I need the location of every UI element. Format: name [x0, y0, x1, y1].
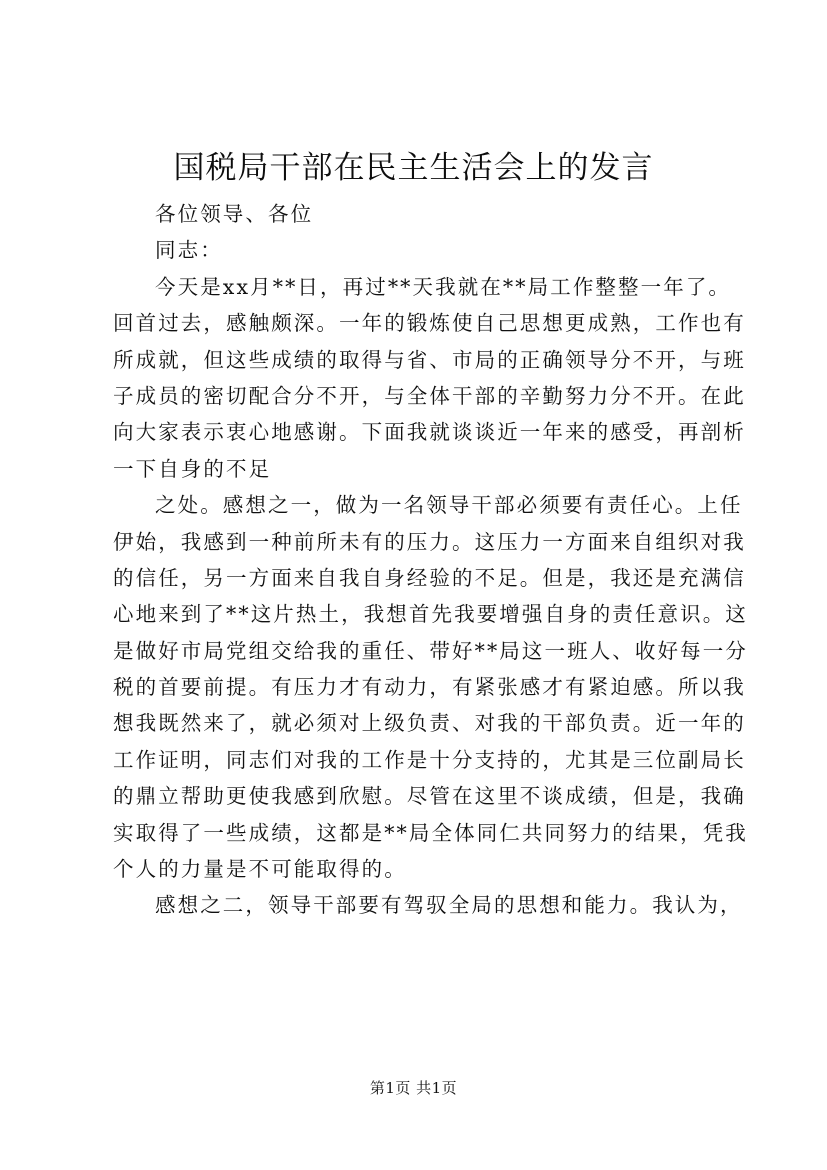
document-title: 国税局干部在民主生活会上的发言: [173, 150, 654, 186]
paragraph-2-line-5: 是做好市局党组交给我的重任、带好**局这一班人、收好每一分: [113, 638, 748, 663]
paragraph-1-line-2: 回首过去，感触颇深。一年的锻炼使自己思想更成熟，工作也有: [113, 311, 746, 336]
paragraph-2-line-6: 税的首要前提。有压力才有动力，有紧张感才有紧迫感。所以我: [113, 675, 746, 700]
paragraph-2-line-11: 个人的力量是不可能取得的。: [113, 857, 407, 882]
paragraph-2-line-7: 想我既然来了，就必须对上级负责、对我的干部负责。近一年的: [113, 711, 746, 736]
paragraph-1-line-3: 所成就，但这些成绩的取得与省、市局的正确领导分不开，与班: [113, 347, 746, 372]
paragraph-1-line-6: 一下自身的不足: [113, 456, 272, 481]
paragraph-2-line-9: 的鼎立帮助更使我感到欣慰。尽管在这里不谈成绩，但是，我确: [113, 784, 746, 809]
page-footer: 第1页 共1页: [369, 1079, 458, 1097]
paragraph-3-line-1: 感想之二，领导干部要有驾驭全局的思想和能力。我认为，: [155, 893, 743, 918]
paragraph-1-line-5: 向大家表示衷心地感谢。下面我就谈谈近一年来的感受，再剖析: [113, 420, 746, 445]
paragraph-2-line-8: 工作证明，同志们对我的工作是十分支持的，尤其是三位副局长: [113, 747, 746, 772]
paragraph-2-line-1: 之处。感想之一，做为一名领导干部必须要有责任心。上任: [155, 493, 743, 518]
salutation-line-2: 同志：: [155, 238, 223, 263]
paragraph-2-line-4: 心地来到了**这片热土，我想首先我要增强自身的责任意识。这: [113, 602, 748, 627]
document-body: [113, 196, 748, 924]
paragraph-2-line-3: 的信任，另一方面来自我自身经验的不足。但是，我还是充满信: [113, 565, 746, 590]
paragraph-1-line-1: 今天是xx月**日，再过**天我就在**局工作整整一年了。: [155, 274, 732, 299]
paragraph-2-line-2: 伊始，我感到一种前所未有的压力。这压力一方面来自组织对我: [113, 529, 746, 554]
paragraph-1-line-4: 子成员的密切配合分不开，与全体干部的辛勤努力分不开。在此: [113, 383, 746, 408]
paragraph-2-line-10: 实取得了一些成绩，这都是**局全体同仁共同努力的结果，凭我: [113, 820, 748, 845]
salutation-line-1: 各位领导、各位: [155, 202, 314, 226]
